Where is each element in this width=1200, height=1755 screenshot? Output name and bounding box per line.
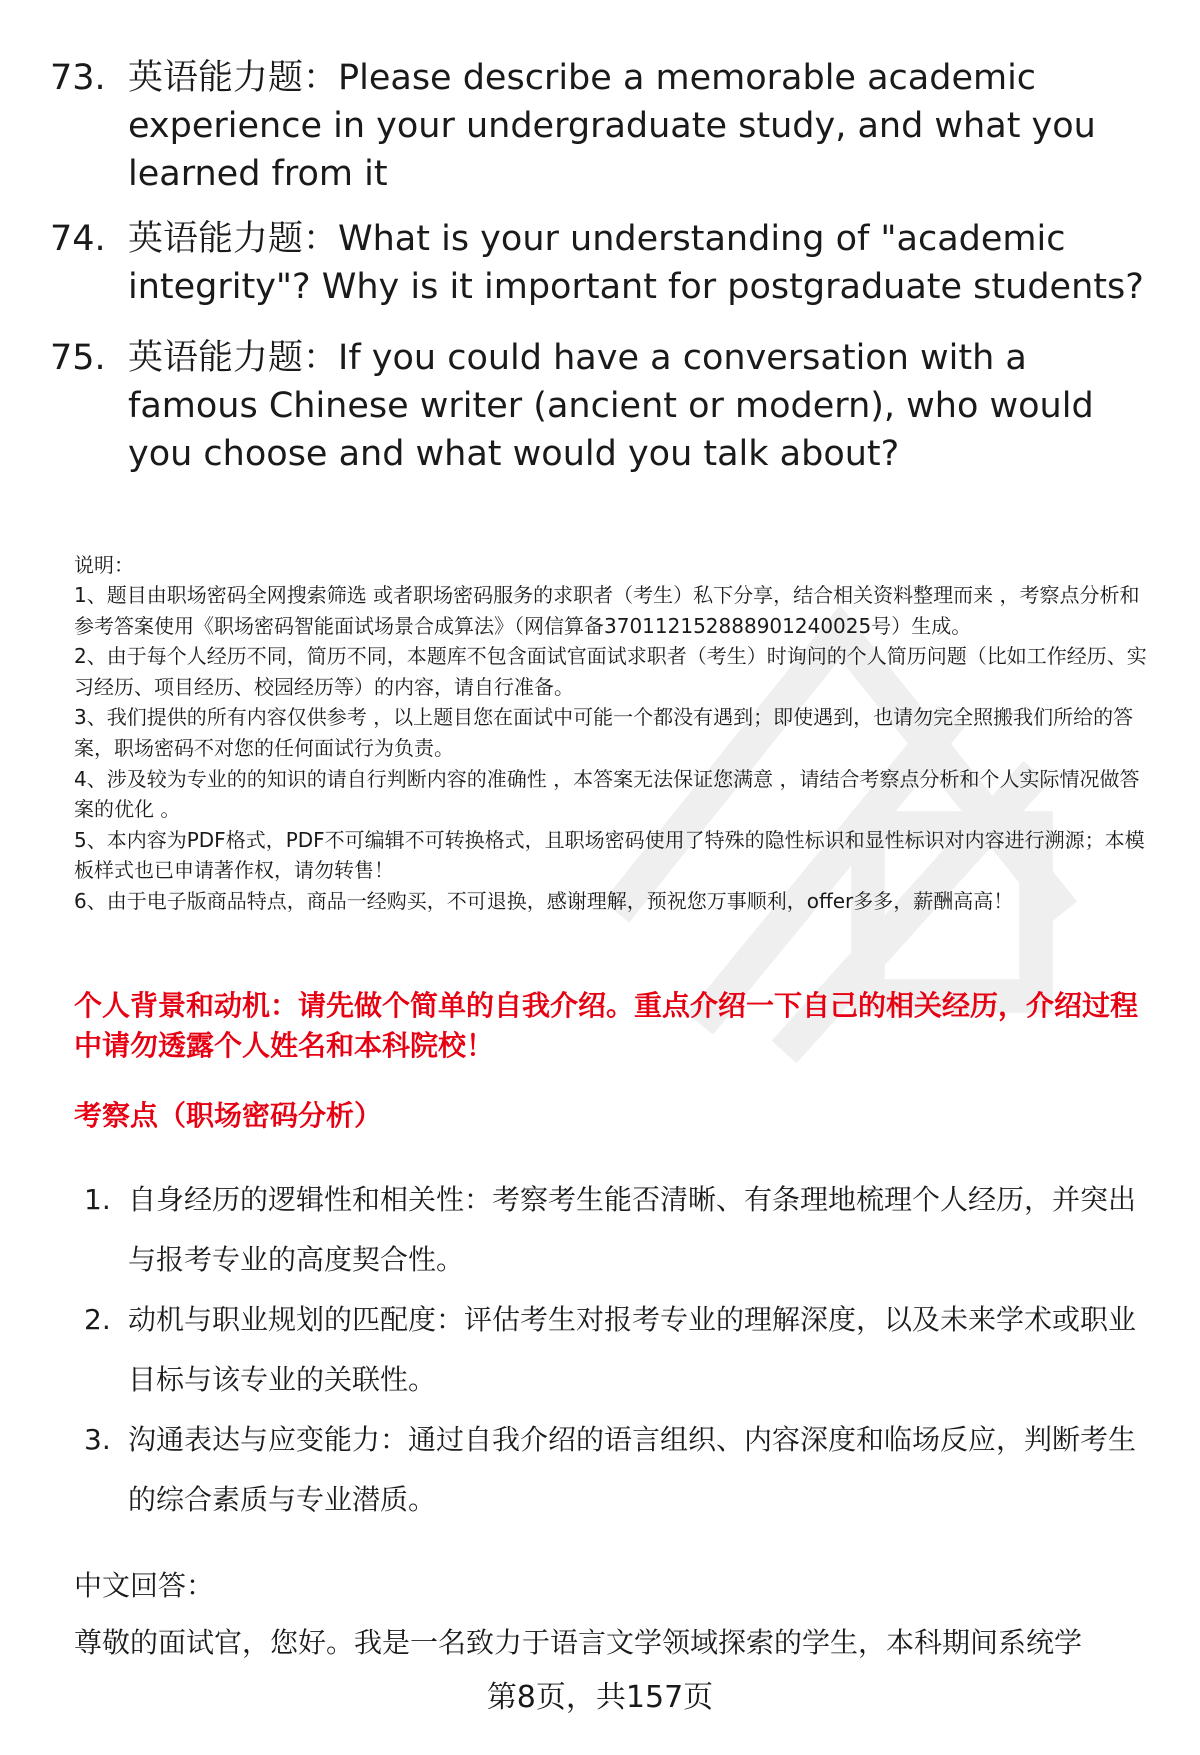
page-footer: 第8页，共157页: [486, 1680, 714, 1715]
question-body: Please describe a memorable academic experience in your undergraduate study, and what you learned from it: [128, 58, 1096, 194]
question-item: [50, 334, 1160, 478]
section-heading: 个人背景和动机：请先做个简单的自我介绍。重点介绍一下自己的相关经历，介绍过程中请勿透露个人姓名和本科院校！: [74, 989, 1139, 1062]
points-heading: 考察点（职场密码分析）: [74, 1099, 383, 1132]
question-text: [128, 215, 1160, 311]
question-body: What is your understanding of "academic integrity"? Why is it important for postgraduate students?: [128, 219, 1144, 307]
question-body: If you could have a conversation with a famous Chinese writer (ancient or modern), who would you choose and what would you talk about?: [128, 338, 1094, 474]
notes-title: 说明：: [74, 553, 134, 577]
question-number: 73.: [50, 58, 106, 98]
question-number: 75.: [50, 338, 106, 378]
question-tag: 英语能力题：: [128, 58, 339, 98]
question-text: [128, 334, 1160, 478]
point-text: 动机与职业规划的匹配度：评估考生对报考专业的理解深度，以及未来学术或职业目标与该专业的关联性。: [128, 1303, 1137, 1396]
question-tag: 英语能力题：: [128, 219, 339, 259]
question-item: [50, 54, 1160, 198]
point-text: 自身经历的逻辑性和相关性：考察考生能否清晰、有条理地梳理个人经历，并突出与报考专业的高度契合性。: [128, 1183, 1137, 1276]
question-number: 74.: [50, 219, 106, 259]
answer-label: 中文回答：: [74, 1569, 215, 1602]
point-number: 1.: [84, 1183, 111, 1216]
question-item: [50, 215, 1160, 311]
question-text: [128, 54, 1160, 198]
analysis-point: [84, 1170, 1154, 1290]
note-item: 4、涉及较为专业的的知识的请自行判断内容的准确性 ，本答案无法保证您满意 ，请结合考察点分析和个人实际情况做答案的优化 。: [74, 766, 1140, 822]
point-text: 沟通表达与应变能力：通过自我介绍的语言组织、内容深度和临场反应，判断考生的综合素质与专业潜质。: [128, 1423, 1137, 1516]
analysis-point: [84, 1410, 1154, 1530]
note-item: 1、题目由职场密码全网搜索筛选 或者职场密码服务的求职者（考生）私下分享，结合相关资料整理而来 ，考察点分析和参考答案使用《职场密码智能面试场景合成算法》（网信算备370112152888901240025号）生成。: [74, 583, 1140, 638]
note-item: 5、本内容为PDF格式，PDF不可编辑不可转换格式，且职场密码使用了特殊的隐性标识和显性标识对内容进行溯源；本模板样式也已申请著作权，请勿转售！: [74, 827, 1145, 883]
note-item: 2、由于每个人经历不同，简历不同，本题库不包含面试官面试求职者（考生）时询问的个人简历问题（比如工作经历、实习经历、项目经历、校园经历等）的内容，请自行准备。: [74, 644, 1147, 699]
point-number: 3.: [84, 1423, 111, 1456]
notes-list: [74, 580, 1154, 917]
note-item: 3、我们提供的所有内容仅供参考 ，以上题目您在面试中可能一个都没有遇到；即使遇到，也请勿完全照搬我们所给的答案，职场密码不对您的任何面试行为负责。: [74, 705, 1134, 760]
answer-text: 尊敬的面试官，您好。我是一名致力于语言文学领域探索的学生，本科期间系统学: [74, 1626, 1083, 1659]
point-number: 2.: [84, 1303, 111, 1336]
analysis-points: [84, 1170, 1154, 1530]
question-tag: 英语能力题：: [128, 338, 339, 378]
analysis-point: [84, 1290, 1154, 1410]
note-item: 6、由于电子版商品特点，商品一经购买，不可退换，感谢理解，预祝您万事顺利，offer多多，薪酬高高！: [74, 888, 1014, 913]
